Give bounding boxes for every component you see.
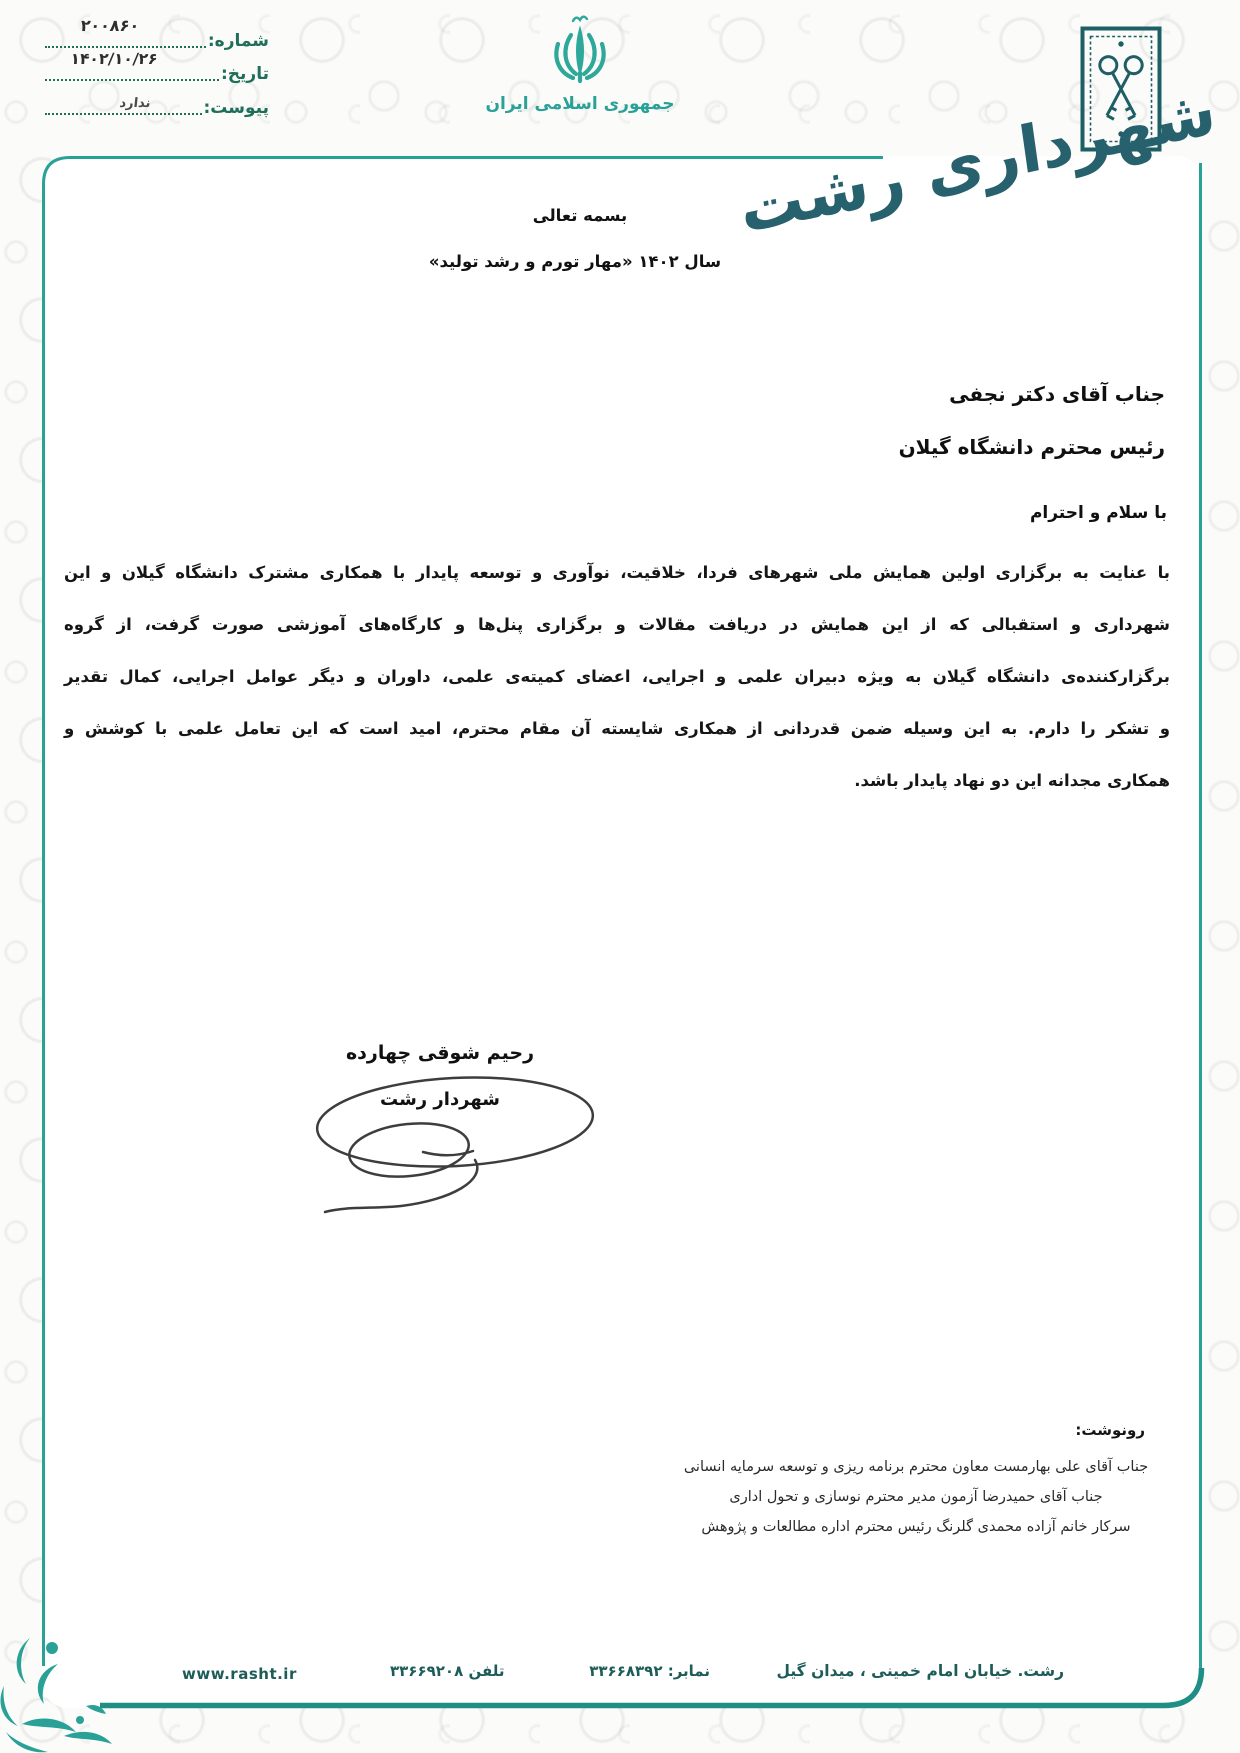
cc-item-3: سرکار خانم آزاده محمدی گلرنگ رئیس محترم اداره مطالعات و پژوهش	[701, 1519, 1131, 1535]
besmeleh-line: بسمه تعالی	[532, 206, 628, 225]
cc-label: رونوشت:	[1075, 1421, 1145, 1439]
field-attachment-value: ندارد	[118, 96, 152, 111]
cc-item-1: جناب آقای علی بهارمست معاون محترم برنامه ریزی و توسعه سرمایه انسانی	[683, 1459, 1149, 1475]
footer-phone-value: تلفن ۳۳۶۶۹۲۰۸	[390, 1662, 505, 1680]
emblem-caption: جمهوری اسلامی ایران	[485, 94, 675, 114]
field-attachment-label: پیوست:	[203, 98, 269, 118]
body-line-4: و تشکر را دارم. به این وسیله ضمن قدردانی از همکاری شایسته آن مقام محترم، امید است که این تعامل علمی با کوشش و	[64, 719, 1170, 738]
signature-scribble-icon	[305, 1068, 615, 1218]
iran-emblem-icon	[544, 13, 616, 95]
recipient-name: جناب آقای دکتر نجفی	[949, 382, 1165, 406]
footer-fax-value: نمابر: ۳۳۶۶۸۳۹۲	[589, 1662, 710, 1680]
body-line-2: شهرداری و استقبالی که از این همایش در دریافت مقالات و برگزاری پنل‌ها و کارگاه‌های آموزشی صورت گرفت، از گروه	[64, 615, 1170, 634]
body-line-1: با عنایت به برگزاری اولین همایش ملی شهرهای فردا، خلاقیت، نوآوری و توسعه پایدار با همکاری مشترک دانشگاه گیلان و این	[64, 563, 1170, 582]
field-number-value: ۲۰۰۸۶۰	[79, 16, 141, 35]
salutation-line: با سلام و احترام	[1029, 503, 1167, 523]
recipient-title: رئیس محترم دانشگاه گیلان	[898, 435, 1165, 459]
footer-address: رشت. خیابان امام خمینی ، میدان گیل	[776, 1662, 1064, 1680]
field-number-label: شماره:	[207, 31, 269, 51]
footer-phone-fax	[390, 1662, 710, 1680]
body-line-3: برگزارکننده‌ی دانشگاه گیلان به ویژه دبیران علمی و اجرایی، اعضای کمیته‌ی علمی، داوران و دیگر عوامل اجرایی، کمال تقدیر	[64, 667, 1170, 686]
corner-ornament-icon	[0, 1628, 134, 1753]
letter-body	[64, 547, 1170, 807]
footer-website: www.rasht.ir	[182, 1665, 297, 1683]
org-calligraphy: شهرداری رشت	[735, 74, 1221, 249]
cc-list	[640, 1452, 1192, 1542]
field-date-value: ۱۴۰۲/۱۰/۲۶	[69, 50, 159, 68]
field-date-label: تاریخ:	[221, 64, 269, 84]
signer-title: شهردار رشت	[380, 1089, 500, 1110]
signer-name: رحیم شوقی چهارده	[345, 1042, 535, 1064]
year-slogan: سال ۱۴۰۲ «مهار تورم و رشد تولید»	[428, 252, 722, 271]
cc-item-2: جناب آقای حمیدرضا آزمون مدیر محترم نوسازی و تحول اداری	[729, 1489, 1103, 1505]
body-line-5: همکاری مجدانه این دو نهاد پایدار باشد.	[854, 771, 1170, 790]
